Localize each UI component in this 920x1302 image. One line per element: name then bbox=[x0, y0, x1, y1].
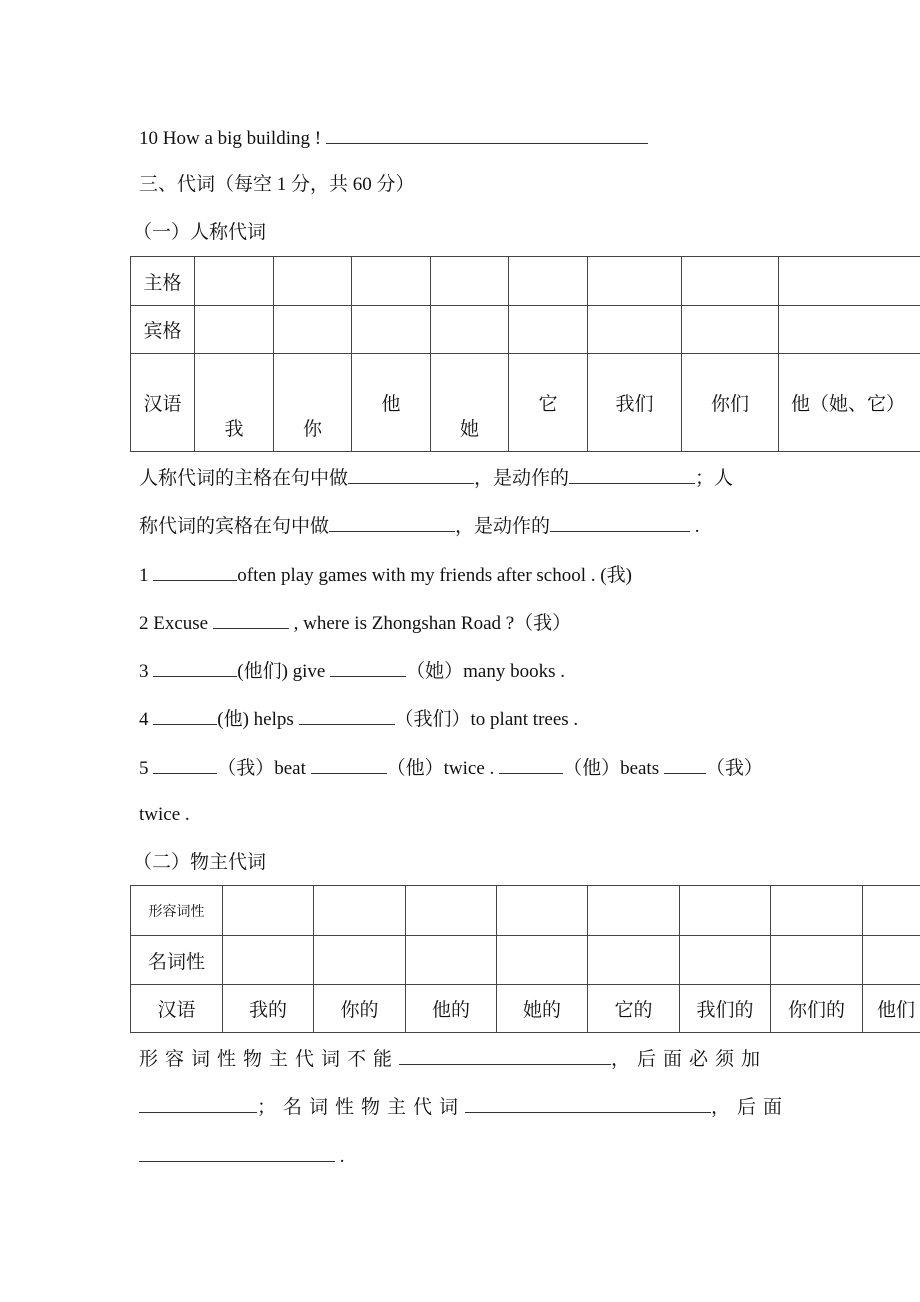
exercise-number: 3 bbox=[139, 661, 149, 682]
answer-cell[interactable] bbox=[509, 306, 588, 354]
answer-blank[interactable] bbox=[348, 465, 474, 484]
rule-text: 形容词性物主代词不能 bbox=[139, 1049, 400, 1070]
answer-blank[interactable] bbox=[550, 513, 690, 532]
exercise-number: 4 bbox=[139, 709, 149, 730]
rule-2-line-2 bbox=[139, 1094, 789, 1120]
exercise-number: 2 bbox=[139, 613, 149, 634]
answer-cell[interactable] bbox=[274, 257, 352, 306]
chinese-cell: 它的 bbox=[588, 985, 680, 1033]
answer-blank[interactable] bbox=[139, 1143, 335, 1162]
answer-cell[interactable] bbox=[680, 886, 771, 936]
exercise-text: (他) helps bbox=[217, 709, 294, 730]
answer-cell[interactable] bbox=[588, 936, 680, 985]
row-label-adjective: 形容词性 bbox=[131, 886, 223, 936]
answer-cell[interactable] bbox=[863, 936, 920, 985]
possessive-pronoun-table bbox=[130, 885, 920, 1033]
exercise-5-continued: twice . bbox=[139, 804, 190, 825]
exercise-text: (他们) give bbox=[237, 661, 326, 682]
answer-blank[interactable] bbox=[299, 706, 395, 725]
answer-cell[interactable] bbox=[314, 936, 406, 985]
chinese-cell: 她的 bbox=[497, 985, 588, 1033]
chinese-cell: 我们的 bbox=[680, 985, 771, 1033]
chinese-cell: 我的 bbox=[223, 985, 314, 1033]
answer-blank[interactable] bbox=[326, 125, 648, 144]
answer-cell[interactable] bbox=[509, 257, 588, 306]
answer-cell[interactable] bbox=[406, 936, 497, 985]
row-label-chinese: 汉语 bbox=[131, 985, 223, 1033]
chinese-cell: 他的 bbox=[406, 985, 497, 1033]
answer-cell[interactable] bbox=[352, 306, 431, 354]
rule-text: . bbox=[339, 1146, 345, 1167]
chinese-cell: 他 bbox=[352, 354, 431, 452]
answer-cell[interactable] bbox=[682, 257, 779, 306]
exercise-4 bbox=[139, 706, 578, 732]
rule-text: 称代词的宾格在句中做 bbox=[139, 516, 330, 537]
answer-blank[interactable] bbox=[213, 610, 289, 629]
answer-cell[interactable] bbox=[680, 936, 771, 985]
answer-cell[interactable] bbox=[195, 306, 274, 354]
row-label-subject: 主格 bbox=[131, 257, 195, 306]
exercise-text: （她）many books . bbox=[406, 661, 565, 682]
exercise-text: Excuse bbox=[153, 613, 209, 634]
rule-text: ，后面必须加 bbox=[611, 1049, 768, 1070]
rule-text: . bbox=[694, 516, 700, 537]
exercise-3 bbox=[139, 658, 565, 684]
answer-cell[interactable] bbox=[682, 306, 779, 354]
question-10 bbox=[139, 125, 648, 151]
exercise-text: （我）beat bbox=[217, 758, 306, 779]
exercise-text: often play games with my friends after school . (我) bbox=[237, 565, 632, 586]
rule-text: ；人 bbox=[695, 468, 734, 489]
part-2-title: （二）物主代词 bbox=[133, 852, 267, 873]
row-label-noun: 名词性 bbox=[131, 936, 223, 985]
exercise-text: （我） bbox=[705, 758, 763, 779]
answer-blank[interactable] bbox=[664, 755, 706, 774]
chinese-cell: 你们 bbox=[682, 354, 779, 452]
rule-line-1 bbox=[139, 465, 733, 491]
answer-cell[interactable] bbox=[588, 306, 682, 354]
chinese-cell: 你 bbox=[274, 354, 352, 452]
answer-cell[interactable] bbox=[779, 306, 920, 354]
rule-text: ，是动作的 bbox=[455, 516, 551, 537]
answer-cell[interactable] bbox=[431, 306, 509, 354]
rule-2-line-3 bbox=[139, 1143, 345, 1169]
answer-blank[interactable] bbox=[465, 1094, 711, 1113]
answer-blank[interactable] bbox=[139, 1094, 257, 1113]
exercise-text: （他）beats bbox=[563, 758, 660, 779]
chinese-cell: 你们的 bbox=[771, 985, 863, 1033]
answer-cell[interactable] bbox=[314, 886, 406, 936]
answer-cell[interactable] bbox=[863, 886, 920, 936]
section-3-title: 三、代词（每空 1 分，共 60 分） bbox=[139, 174, 415, 195]
exercise-text: （他）twice . bbox=[386, 758, 495, 779]
answer-cell[interactable] bbox=[771, 936, 863, 985]
row-label-object: 宾格 bbox=[131, 306, 195, 354]
chinese-cell: 它 bbox=[509, 354, 588, 452]
chinese-cell: 我们 bbox=[588, 354, 682, 452]
answer-blank[interactable] bbox=[153, 706, 217, 725]
rule-text: ，后面 bbox=[711, 1097, 790, 1118]
answer-cell[interactable] bbox=[771, 886, 863, 936]
exercise-number: 5 bbox=[139, 758, 149, 779]
answer-cell[interactable] bbox=[497, 936, 588, 985]
row-label-chinese: 汉语 bbox=[131, 354, 195, 452]
answer-blank[interactable] bbox=[330, 658, 406, 677]
question-text: How a big building ! bbox=[162, 128, 322, 149]
chinese-cell: 他们 bbox=[863, 985, 920, 1033]
answer-cell[interactable] bbox=[779, 257, 920, 306]
answer-blank[interactable] bbox=[569, 465, 695, 484]
answer-cell[interactable] bbox=[223, 936, 314, 985]
answer-cell[interactable] bbox=[588, 886, 680, 936]
answer-cell[interactable] bbox=[431, 257, 509, 306]
answer-blank[interactable] bbox=[153, 562, 237, 581]
answer-cell[interactable] bbox=[223, 886, 314, 936]
answer-blank[interactable] bbox=[153, 658, 237, 677]
chinese-cell: 她 bbox=[431, 354, 509, 452]
chinese-cell: 他（她、它） bbox=[779, 354, 920, 452]
exercise-text: , where is Zhongshan Road ?（我） bbox=[293, 613, 572, 634]
answer-blank[interactable] bbox=[329, 513, 455, 532]
exercise-1 bbox=[139, 562, 632, 588]
personal-pronoun-table bbox=[130, 256, 920, 452]
chinese-cell: 我 bbox=[195, 354, 274, 452]
answer-blank[interactable] bbox=[311, 755, 387, 774]
rule-2-line-1 bbox=[139, 1046, 767, 1072]
exercise-text: （我们）to plant trees . bbox=[394, 709, 579, 730]
answer-cell[interactable] bbox=[274, 306, 352, 354]
answer-cell[interactable] bbox=[352, 257, 431, 306]
rule-text: ；名词性物主代词 bbox=[257, 1097, 466, 1118]
answer-cell[interactable] bbox=[406, 886, 497, 936]
exercise-number: 1 bbox=[139, 565, 149, 586]
rule-line-2 bbox=[139, 513, 700, 539]
question-number: 10 bbox=[139, 128, 158, 149]
answer-blank[interactable] bbox=[153, 755, 217, 774]
answer-cell[interactable] bbox=[588, 257, 682, 306]
rule-text: 人称代词的主格在句中做 bbox=[139, 468, 349, 489]
rule-text: ，是动作的 bbox=[474, 468, 570, 489]
exercise-2 bbox=[139, 610, 571, 636]
answer-cell[interactable] bbox=[497, 886, 588, 936]
exercise-5 bbox=[139, 755, 763, 781]
answer-blank[interactable] bbox=[499, 755, 563, 774]
answer-blank[interactable] bbox=[399, 1046, 611, 1065]
chinese-cell: 你的 bbox=[314, 985, 406, 1033]
part-1-title: （一）人称代词 bbox=[133, 222, 267, 243]
answer-cell[interactable] bbox=[195, 257, 274, 306]
